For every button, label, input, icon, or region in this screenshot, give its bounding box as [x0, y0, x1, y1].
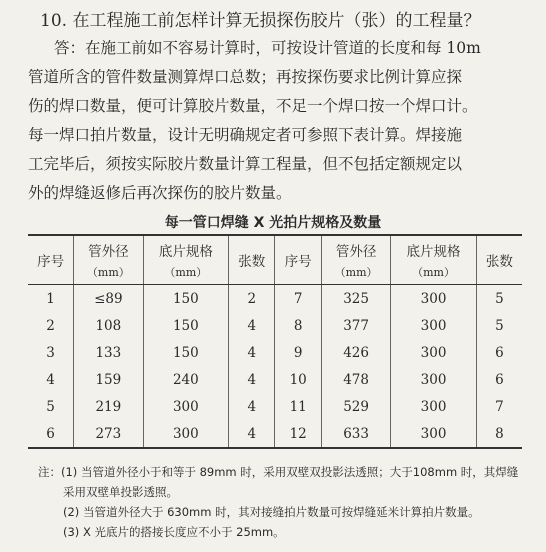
table-notes [38, 462, 538, 542]
table-row [28, 285, 522, 313]
table-cell: 8 [476, 420, 522, 448]
table-cell: 6 [28, 420, 74, 448]
table-row [28, 339, 522, 366]
table-cell: 150 [143, 285, 229, 313]
table-cell: 12 [275, 420, 321, 448]
answer-line: 管道所含的管件数量测算焊口总数；再按探伤要求比例计算应探 [28, 68, 463, 86]
header-count: 张数 [229, 235, 275, 285]
note-3: (3) X 光底片的搭接长度应不小于 25mm。 [63, 525, 285, 539]
table-cell: 3 [46, 344, 55, 361]
table-cell: 5 [476, 312, 522, 339]
table-cell: 8 [275, 312, 321, 339]
table-cell: 9 [275, 339, 321, 366]
question-title: 10. 在工程施工前怎样计算无损探伤胶片（张）的工程量？ [40, 11, 481, 31]
header-film [143, 235, 229, 285]
table-cell: 4 [229, 393, 275, 420]
xray-spec-table [28, 234, 522, 449]
answer-line: 外的焊缝返修后再次探伤的胶片数量。 [28, 184, 292, 202]
table-cell: 300 [391, 393, 477, 420]
table-row [28, 420, 522, 448]
table-cell: 7 [476, 393, 522, 420]
table-cell: 7 [275, 285, 321, 313]
table-cell: 529 [321, 393, 390, 420]
table-title: 每一管口焊缝 X 光拍片规格及数量 [164, 215, 382, 231]
table-cell: 377 [321, 312, 390, 339]
table-cell: 4 [229, 366, 275, 393]
note-2: (2) 当管道外径大于 630mm 时，其对接缝拍片数量可按焊缝延米计算拍片数量。 [63, 505, 480, 519]
table-cell: 426 [321, 339, 390, 366]
header-diameter-label: 管外径 [335, 244, 377, 260]
table-cell: 300 [391, 366, 477, 393]
table-cell: 300 [143, 393, 229, 420]
note-1-continued: 采用双壁单投影透照。 [63, 485, 178, 499]
header-diameter [321, 235, 390, 285]
header-seq: 序号 [275, 235, 321, 285]
header-film-label: 底片规格 [406, 244, 461, 260]
table-cell: 2 [46, 317, 55, 334]
table-cell: ≤89 [74, 285, 143, 313]
table-cell: 159 [74, 366, 143, 393]
table-cell: 1 [46, 290, 55, 307]
header-film-label: 底片规格 [158, 244, 213, 260]
note-1: 注：(1) 当管道外径小于和等于 89mm 时，采用双壁双投影法透照；大于108mm 时，其焊缝 [38, 465, 519, 479]
table-cell: 6 [476, 339, 522, 366]
table-cell: 150 [143, 339, 229, 366]
table-header-row [28, 235, 522, 285]
table-row [28, 312, 522, 339]
table-cell: 273 [74, 420, 143, 448]
header-count: 张数 [476, 235, 522, 285]
header-diameter [74, 235, 143, 285]
header-film [391, 235, 477, 285]
table-cell: 300 [143, 420, 229, 448]
table-cell: 240 [143, 366, 229, 393]
table-cell: 4 [229, 420, 275, 448]
table-cell: 11 [275, 393, 321, 420]
answer-line: 工完毕后，须按实际胶片数量计算工程量，但不包括定额规定以 [28, 155, 463, 173]
answer-paragraph [28, 34, 536, 208]
header-diameter-unit: （mm） [86, 266, 130, 279]
answer-line: 伤的焊口数量，便可计算胶片数量，不足一个焊口按一个焊口计。 [28, 97, 478, 115]
table-cell: 2 [229, 285, 275, 313]
table-cell: 325 [321, 285, 390, 313]
table-cell: 10 [275, 366, 321, 393]
table-row [28, 393, 522, 420]
table-cell: 300 [391, 312, 477, 339]
table-row [28, 366, 522, 393]
table-cell: 5 [46, 398, 55, 415]
header-seq: 序号 [28, 235, 74, 285]
header-diameter-unit: （mm） [334, 266, 378, 279]
table-cell: 4 [46, 371, 55, 388]
table-cell: 300 [391, 339, 477, 366]
header-diameter-label: 管外径 [88, 244, 129, 260]
table-cell: 108 [74, 312, 143, 339]
table-cell: 219 [74, 393, 143, 420]
answer-line: 答：在施工前如不容易计算时，可按设计管道的长度和每 10m [54, 39, 481, 57]
answer-line: 每一焊口拍片数量，设计无明确规定者可参照下表计算。焊接施 [28, 126, 463, 144]
table-cell: 4 [229, 339, 275, 366]
table-cell: 300 [391, 420, 477, 448]
table-cell: 4 [229, 312, 275, 339]
header-film-unit: （mm） [412, 266, 455, 279]
table-cell: 300 [391, 285, 477, 313]
table-cell: 150 [143, 312, 229, 339]
header-film-unit: （mm） [164, 266, 208, 279]
table-cell: 133 [74, 339, 143, 366]
table-cell: 633 [321, 420, 390, 448]
table-cell: 478 [321, 366, 390, 393]
table-cell: 6 [476, 366, 522, 393]
table-cell: 5 [476, 285, 522, 313]
